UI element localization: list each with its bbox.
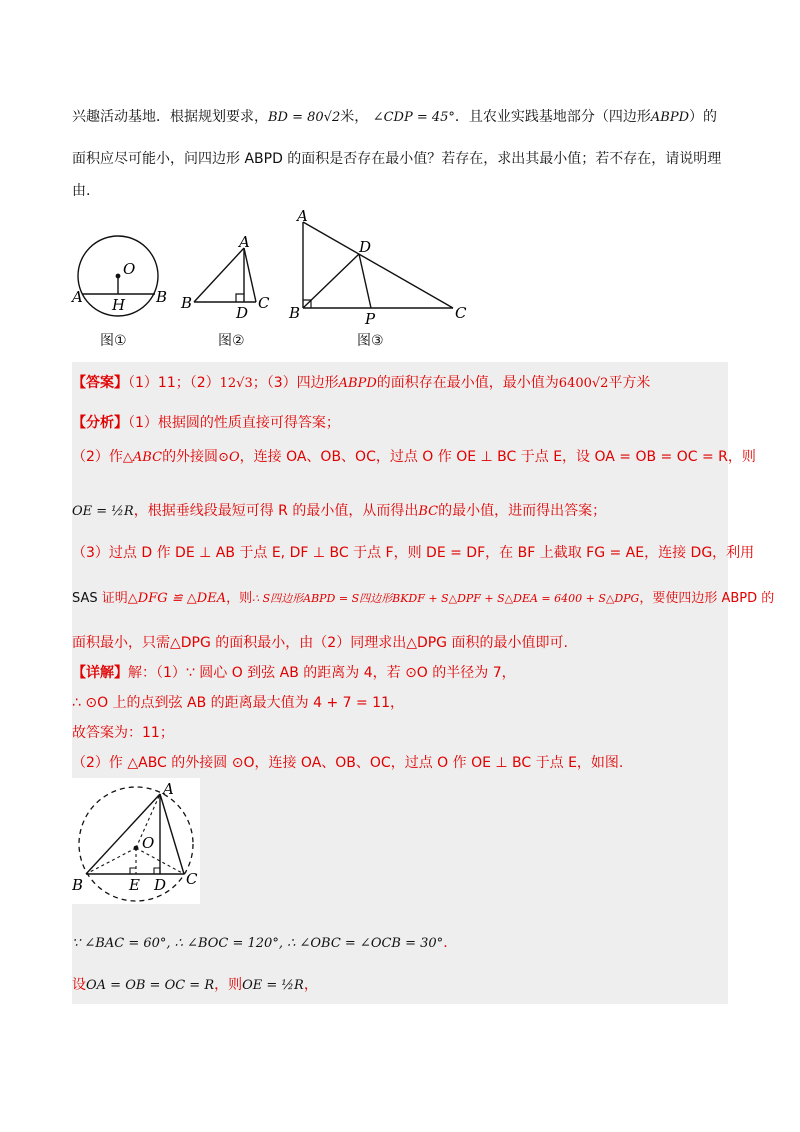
figure-2-caption: 图② [218, 333, 245, 349]
analysis-text: ，根据垂线段最短可得 R 的最小值，从而得出 [133, 503, 419, 519]
sas-label: SAS [72, 591, 98, 606]
segment-bc: BC [418, 504, 439, 519]
detail-line-6 [72, 974, 318, 997]
problem-text: ．且农业实践基地部分（四边形 [454, 109, 651, 125]
answer-min-value: 6400√2 [558, 376, 609, 391]
figure-3-caption: 图③ [357, 333, 384, 349]
figure-2-triangle [178, 232, 278, 324]
detail-line-4: （2）作 △ABC 的外接圆 ⊙O，连接 OA、OB、OC，过点 O 作 OE ⊥ BC 于点 E，如图. [72, 755, 624, 771]
circle-o: ⊙O [218, 450, 240, 465]
label-b: B [181, 294, 193, 312]
label-b: B [72, 876, 84, 894]
label-a: A [297, 208, 308, 225]
analysis-text: 证明 [101, 591, 128, 606]
analysis-text: 的最小值，进而得出答案； [438, 503, 607, 519]
answer-tag: 【答案】 [72, 375, 128, 391]
detail-line-3: 故答案为：11； [72, 725, 174, 741]
label-p: P [365, 310, 376, 326]
problem-text: ）的 [689, 109, 718, 125]
problem-line-3: 由. [72, 183, 91, 199]
label-o: O [123, 260, 136, 278]
label-a: A [163, 780, 174, 798]
radius-equation: OA = OB = OC = R [86, 978, 215, 993]
problem-line-1 [72, 106, 717, 129]
analysis-text: （1）根据圆的性质直接可得答案； [128, 415, 340, 431]
analysis-line-1 [72, 412, 340, 434]
angle-equation: ∵ ∠BAC = 60°, ∴ ∠BOC = 120°, ∴ ∠OBC = ∠OCB = 30° [72, 936, 444, 951]
detail-line-5 [72, 932, 448, 955]
detail-tag: 【详解】 [72, 665, 128, 681]
bd-length: BD = 80√2 [268, 110, 341, 125]
label-c: C [186, 870, 198, 888]
figure-1-caption: 图① [100, 333, 127, 349]
detail-text: ，则 [214, 977, 243, 993]
analysis-text: ，则 [226, 591, 253, 606]
answer-unit: 平方米 [608, 375, 651, 391]
label-b: B [289, 304, 301, 322]
figure-4-circumcircle [72, 778, 200, 904]
answer-value-2: 12√3 [219, 376, 253, 391]
label-d: D [359, 238, 372, 256]
analysis-line-4: （3）过点 D 作 DE ⊥ AB 于点 E, DF ⊥ BC 于点 F，则 DE = DF，在 BF 上截取 FG = AE，连接 DG，利用 [72, 545, 755, 561]
problem-text: 兴趣活动基地．根据规划要求， [72, 109, 268, 125]
angle-cdp: ∠CDP = 45° [372, 110, 455, 125]
detail-line-1 [72, 662, 516, 684]
answer-line [72, 372, 650, 395]
figure-1-circle [70, 228, 170, 324]
triangle-abc: △ABC [122, 450, 163, 465]
detail-text: 解：（1）∵ 圆心 O 到弦 AB 的距离为 4，若 ⊙O 的半径为 7， [128, 665, 516, 681]
analysis-line-5 [72, 588, 774, 610]
analysis-line-3 [72, 500, 606, 523]
answer-text: 的面积存在最小值，最小值为 [376, 375, 559, 391]
label-b: B [156, 288, 168, 306]
label-d: D [236, 304, 249, 322]
detail-line-2: ∴ ⊙O 上的点到弦 AB 的距离最大值为 4 + 7 = 11， [72, 695, 404, 711]
problem-line-2: 面积应尽可能小，问四边形 ABPD 的面积是否存在最小值？若存在，求出其最小值；若不存在，请说明理 [72, 151, 722, 167]
answer-text: ；（3）四边形 [252, 375, 339, 391]
label-e: E [129, 876, 140, 894]
analysis-text: ，要使四边形 ABPD 的 [639, 591, 775, 606]
analysis-text: ，连接 OA、OB、OC，过点 O 作 OE ⊥ BC 于点 E，设 OA = OB = OC = R，则 [239, 449, 756, 465]
area-equation: ∴ S四边形ABPD = S四边形BKDF + S△DPF + S△DEA = 6400 + S△DPG [252, 592, 640, 605]
detail-text: . [443, 935, 448, 951]
congruence: △DFG ≌ △DEA [127, 591, 227, 606]
analysis-line-6: 面积最小，只需△DPG 的面积最小，由（2）同理求出△DPG 面积的最小值即可. [72, 635, 568, 651]
quad-abpd: ABPD [650, 110, 690, 125]
oe-formula: OE = ½R [242, 978, 304, 993]
analysis-tag: 【分析】 [72, 415, 128, 431]
oe-formula: OE = ½R [72, 504, 134, 519]
analysis-line-2 [72, 446, 756, 469]
figure-3-right-triangle [285, 208, 475, 326]
quad-abpd: ABPD [338, 376, 377, 391]
analysis-text: （2）作 [72, 449, 123, 465]
label-c: C [455, 304, 467, 322]
detail-text: ， [303, 977, 318, 993]
answer-text: （1）11；（2） [128, 375, 220, 391]
label-c: C [258, 294, 270, 312]
label-d: D [154, 876, 167, 894]
label-a: A [72, 288, 83, 306]
analysis-text: 的外接圆 [162, 449, 219, 465]
label-a: A [239, 233, 250, 251]
label-o: O [142, 834, 155, 852]
detail-text: 设 [72, 977, 86, 993]
problem-text: 米， [340, 109, 369, 125]
label-h: H [112, 296, 126, 314]
